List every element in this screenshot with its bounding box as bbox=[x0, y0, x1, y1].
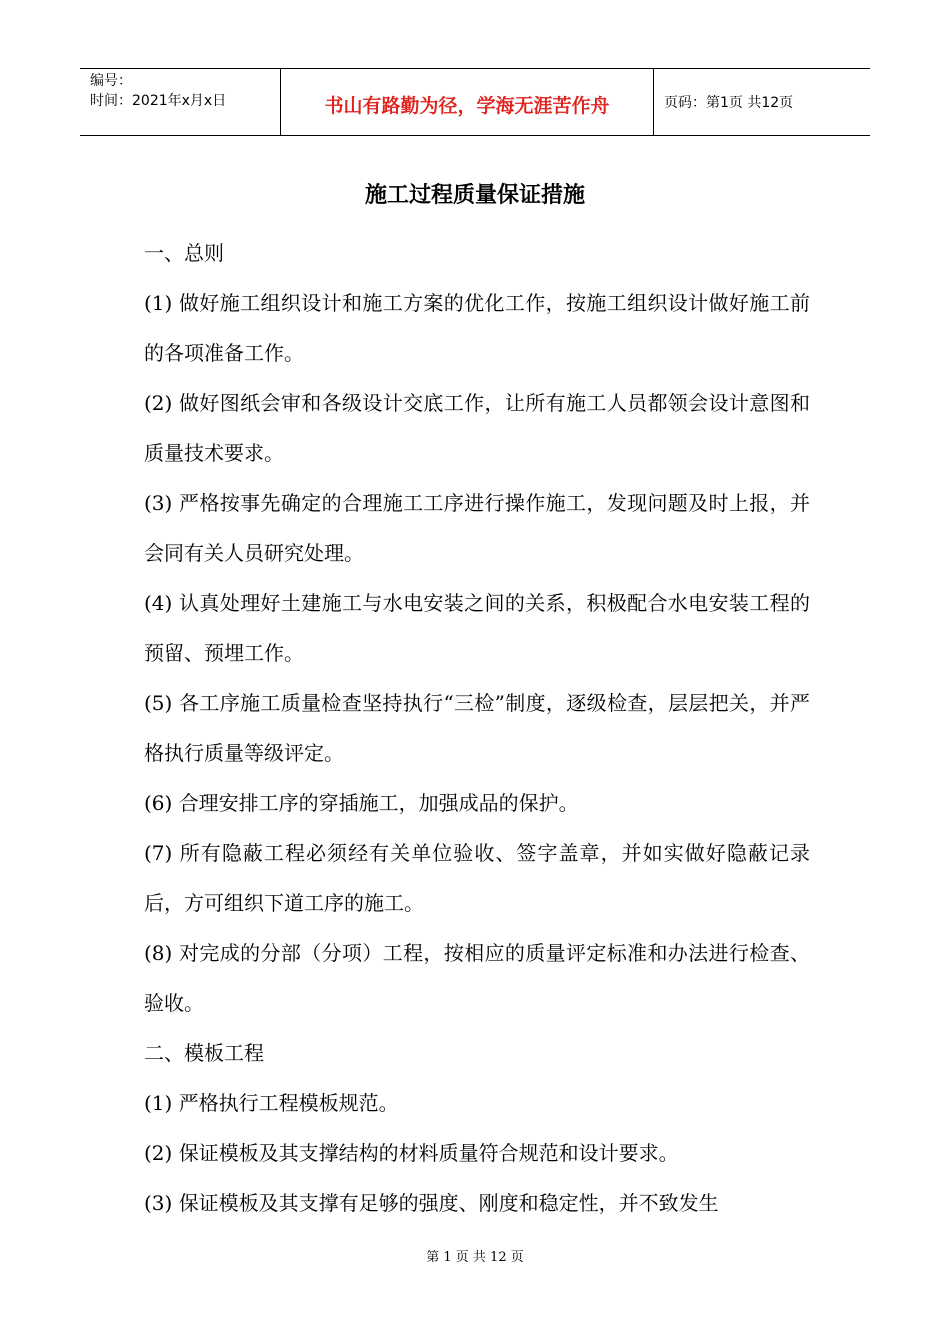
section-heading: 二、模板工程 bbox=[144, 1041, 264, 1065]
paragraph: (2) 做好图纸会审和各级设计交底工作，让所有施工人员都领会设计意图和质量技术要求。 bbox=[144, 391, 810, 465]
header-page-info: 页码：第1页 共12页 bbox=[664, 95, 794, 111]
paragraph: (1) 做好施工组织设计和施工方案的优化工作，按施工组织设计做好施工前的各项准备工作。 bbox=[144, 291, 810, 365]
document-title: 施工过程质量保证措施 bbox=[364, 182, 585, 208]
header-page-cell bbox=[654, 69, 870, 135]
paragraph: (3) 保证模板及其支撑有足够的强度、刚度和稳定性，并不致发生 bbox=[144, 1191, 719, 1215]
header-motto-cell bbox=[281, 69, 654, 135]
paragraph: (7) 所有隐蔽工程必须经有关单位验收、签字盖章，并如实做好隐蔽记录后，方可组织下道工序的施工。 bbox=[144, 841, 810, 915]
paragraph: (8) 对完成的分部（分项）工程，按相应的质量评定标准和办法进行检查、验收。 bbox=[144, 941, 810, 1015]
paragraph: (2) 保证模板及其支撑结构的材料质量符合规范和设计要求。 bbox=[144, 1141, 679, 1165]
section-heading: 一、总则 bbox=[144, 241, 224, 265]
document-date: 时间：2021年x月x日 bbox=[90, 93, 227, 109]
page-footer: 第 1 页 共 12 页 bbox=[426, 1250, 524, 1265]
paragraph: (5) 各工序施工质量检查坚持执行“三检”制度，逐级检查，层层把关，并严格执行质量等级评定。 bbox=[144, 691, 810, 765]
paragraph: (6) 合理安排工序的穿插施工，加强成品的保护。 bbox=[144, 791, 579, 815]
header-motto: 书山有路勤为径，学海无涯苦作舟 bbox=[324, 94, 610, 117]
paragraph: (1) 严格执行工程模板规范。 bbox=[144, 1091, 399, 1115]
document-number-label: 编号： bbox=[90, 73, 132, 89]
document-body bbox=[144, 228, 810, 1228]
page-header bbox=[80, 68, 870, 136]
paragraph: (4) 认真处理好土建施工与水电安装之间的关系，积极配合水电安装工程的预留、预埋工作。 bbox=[144, 591, 810, 665]
header-meta-cell bbox=[80, 69, 281, 135]
paragraph: (3) 严格按事先确定的合理施工工序进行操作施工，发现问题及时上报，并会同有关人员研究处理。 bbox=[144, 491, 810, 565]
